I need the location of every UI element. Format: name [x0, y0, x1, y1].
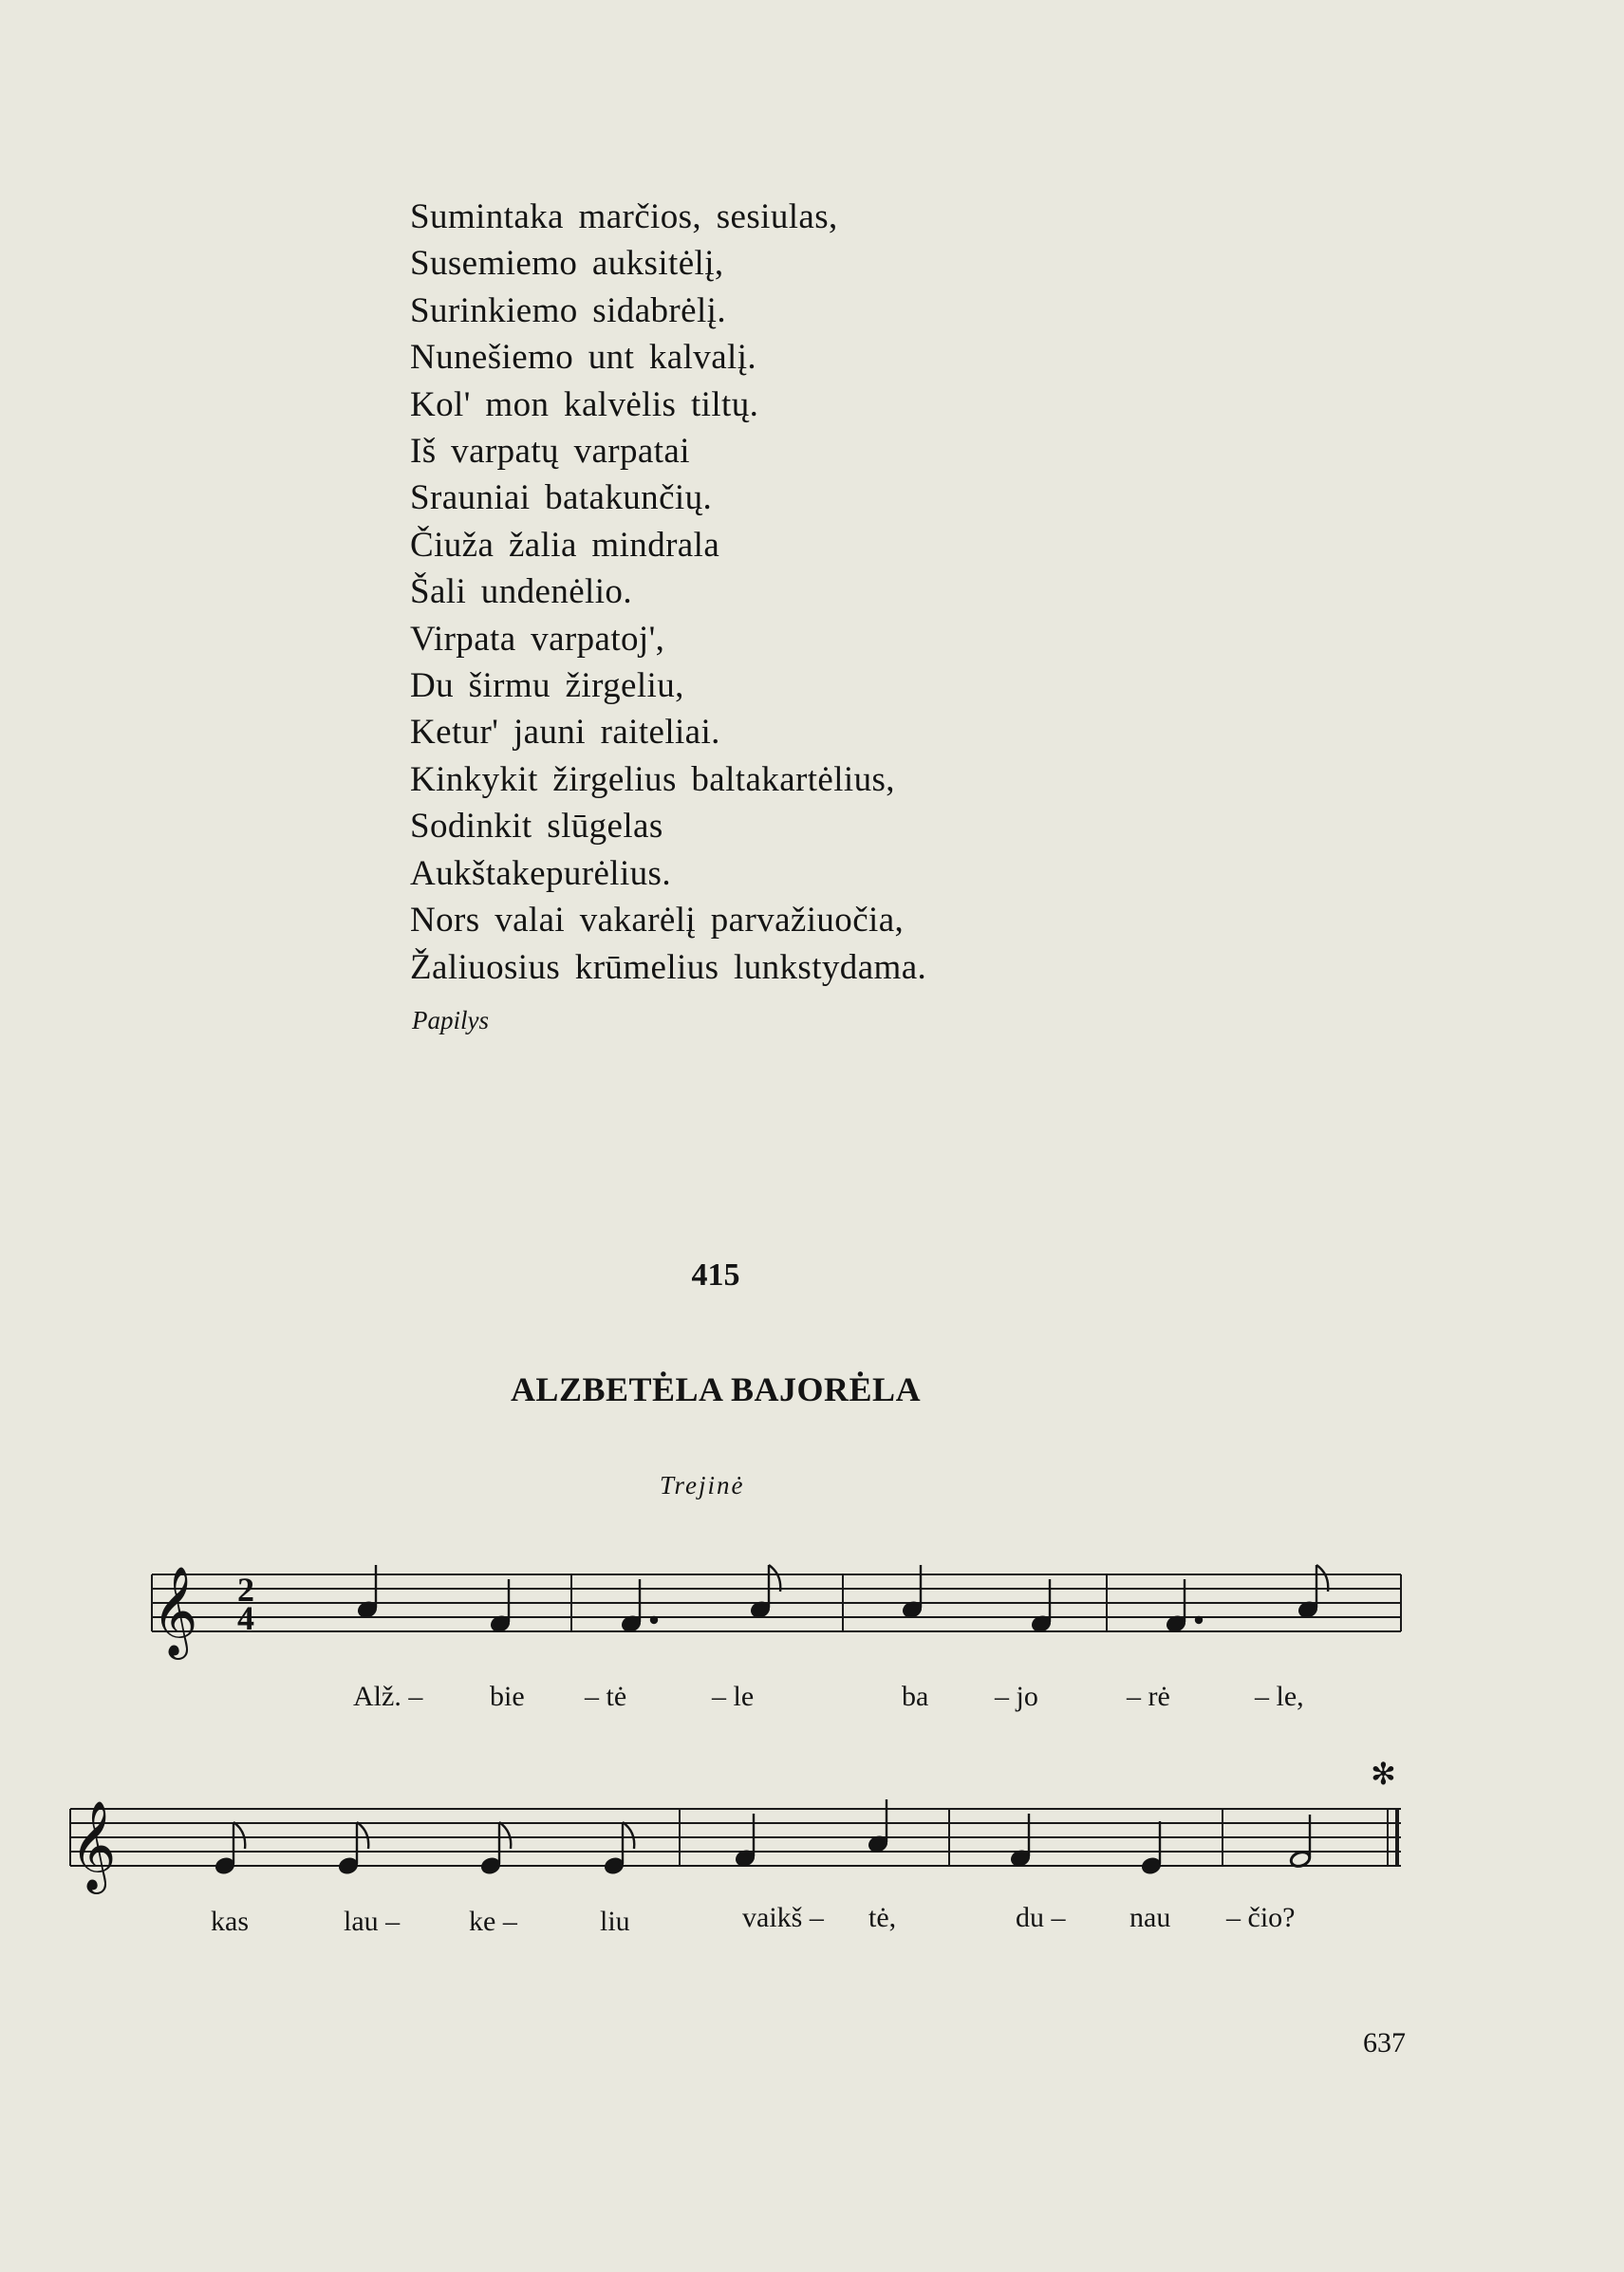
note: [735, 1814, 756, 1868]
poem-line: Virpata varpatoj',: [410, 619, 665, 659]
note: [1010, 1814, 1031, 1868]
poem-line: Nors valai vakarėlį parvažiuočia,: [410, 901, 905, 940]
lyric-syllable: ba: [902, 1681, 929, 1712]
lyric-syllable: – jo: [995, 1681, 1038, 1712]
lyric-syllable: Alž. –: [353, 1681, 423, 1712]
note: [1031, 1579, 1052, 1633]
tempo-marking: Trejinė: [660, 1471, 745, 1499]
poem-line: Žaliuosius krūmelius lunkstydama.: [410, 947, 927, 987]
note: [868, 1799, 888, 1853]
poem-line: Sodinkit slūgelas: [410, 807, 663, 847]
lyric-syllable: ke –: [469, 1906, 517, 1937]
treble-clef-icon: 𝄞: [152, 1566, 198, 1656]
lyric-syllable: – čio?: [1226, 1902, 1296, 1933]
lyric-syllable: – rė: [1127, 1681, 1170, 1712]
note: [480, 1822, 511, 1875]
lyric-syllable: du –: [1016, 1902, 1066, 1933]
lyric-syllable: – le,: [1255, 1681, 1304, 1712]
note: [621, 1579, 657, 1633]
note: [357, 1565, 378, 1619]
lyric-syllable: bie: [490, 1681, 525, 1712]
poem-line: Susemiemo auksitėlį,: [410, 244, 724, 284]
note: [1141, 1821, 1162, 1875]
lyrics-line-1: [353, 1681, 1304, 1712]
poem-line: Nunešiemo unt kalvalį.: [410, 338, 757, 378]
poem-line: Du širmu žirgeliu,: [410, 666, 684, 706]
lyric-syllable: tė,: [868, 1902, 897, 1933]
lyric-syllable: kas: [211, 1906, 249, 1937]
poem-line: Surinkiemo sidabrėlį.: [410, 290, 726, 330]
note: [1297, 1565, 1328, 1619]
note: [215, 1822, 245, 1875]
lyrics-line-2: [211, 1902, 1295, 1937]
time-signature-top: 2: [237, 1571, 254, 1609]
poem-line: Šali undenėlio.: [410, 572, 632, 612]
note: [604, 1822, 634, 1875]
time-signature: [237, 1571, 254, 1637]
lyric-syllable: vaikš –: [742, 1902, 824, 1933]
poem-line: Čiuža žalia mindrala: [410, 525, 720, 565]
poem-line: Kol' mon kalvėlis tiltų.: [410, 384, 759, 424]
note: [490, 1579, 511, 1633]
place-of-recording: Papilys: [412, 1006, 489, 1034]
poem-line: Srauniai batakunčių.: [410, 478, 713, 518]
treble-clef-icon: 𝄞: [70, 1800, 117, 1890]
poem-line: Sumintaka marčios, sesiulas,: [410, 197, 838, 236]
end-mark: ✻: [1371, 1756, 1396, 1792]
lyric-syllable: – tė: [585, 1681, 627, 1712]
time-signature-bottom: 4: [237, 1599, 254, 1637]
lyric-syllable: nau: [1129, 1902, 1171, 1933]
poem-line: Ketur' jauni raiteliai.: [410, 713, 720, 753]
note: [750, 1565, 780, 1619]
song-title: ALZBETĖLA BAJORĖLA: [510, 1370, 922, 1408]
lyric-syllable: – le: [712, 1681, 755, 1712]
staff-1: [152, 1574, 1401, 1631]
note: [902, 1565, 923, 1619]
lyric-syllable: liu: [600, 1906, 630, 1937]
poem-line: Aukštakepurėlius.: [410, 853, 671, 893]
note: [1166, 1579, 1202, 1633]
poem-line: Kinkykit žirgelius baltakartėlius,: [410, 759, 895, 799]
poem-line: Iš varpatų varpatai: [410, 432, 690, 472]
note: [338, 1822, 368, 1875]
song-number: 415: [691, 1257, 740, 1293]
staff-2: [70, 1809, 1401, 1866]
lyric-syllable: lau –: [344, 1906, 401, 1937]
page-number: 637: [1363, 2027, 1406, 2058]
